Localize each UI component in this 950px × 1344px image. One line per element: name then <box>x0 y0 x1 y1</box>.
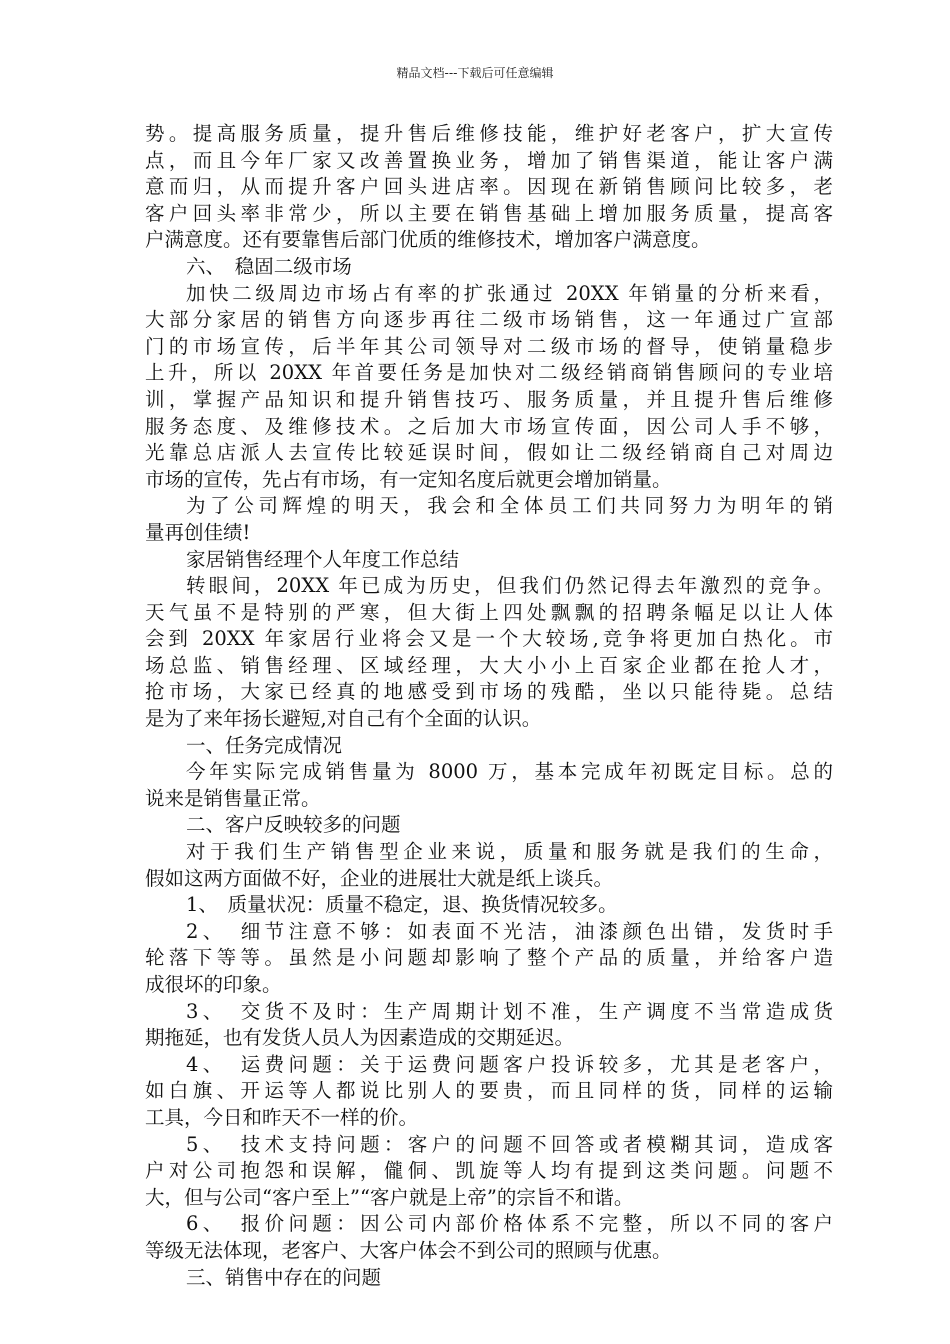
text-line: 天气虽不是特别的严寒，但大街上四处飘飘的招聘条幅足以让人体 <box>145 600 833 624</box>
text-line: 训，掌握产品知识和提升销售技巧、服务质量，并且提升售后维修 <box>145 387 833 411</box>
text-line: 量再创佳绩! <box>145 520 251 544</box>
text-line: 轮落下等等。虽然是小问题却影响了整个产品的质量，并给客户造 <box>145 946 833 970</box>
text-line: 抢市场，大家已经真的地感受到市场的残酷，坐以只能待毙。总结 <box>145 680 833 704</box>
text-line: 市场的宣传，先占有市场，有一定知名度后就更会增加销量。 <box>145 467 672 491</box>
text-line: 一、任务完成情况 <box>186 733 343 757</box>
text-line: 是为了来年扬长避短,对自己有个全面的认识。 <box>145 707 542 731</box>
text-line: 场总监、销售经理、区域经理，大大小小上百家企业都在抢人才， <box>145 653 833 677</box>
text-line: 2、 细节注意不够：如表面不光洁，油漆颜色出错，发货时手 <box>186 919 833 943</box>
text-line: 说来是销售量正常。 <box>145 786 321 810</box>
text-line: 5、 技术支持问题：客户的问题不回答或者模糊其词，造成客 <box>186 1132 833 1156</box>
document-body <box>145 121 833 1291</box>
text-line: 大部分家居的销售方向逐步再往二级市场销售，这一年通过广宣部 <box>145 308 833 332</box>
text-line: 二、客户反映较多的问题 <box>186 813 401 837</box>
text-line: 户满意度。还有要靠售后部门优质的维修技术，增加客户满意度。 <box>145 228 711 252</box>
text-line: 对于我们生产销售型企业来说，质量和服务就是我们的生命， <box>186 840 833 864</box>
text-line: 成很坏的印象。 <box>145 973 282 996</box>
text-line: 光靠总店派人去宣传比较延误时间，假如让二级经销商自己对周边 <box>145 441 833 465</box>
text-line: 门的市场宣传，后半年其公司领导对二级市场的督导，使销量稳步 <box>145 334 833 358</box>
text-line: 期拖延，也有发货人员人为因素造成的交期延迟。 <box>145 1026 575 1050</box>
text-line: 大，但与公司“客户至上”“客户就是上帝”的宗旨不和谐。 <box>145 1185 634 1209</box>
text-line: 6、 报价问题：因公司内部价格体系不完整，所以不同的客户 <box>186 1212 833 1236</box>
text-line: 会到 20XX 年家居行业将会又是一个大较场,竞争将更加白热化。市 <box>145 627 833 651</box>
text-line: 客户回头率非常少，所以主要在销售基础上增加服务质量，提高客 <box>145 201 833 225</box>
text-line: 服务态度、及维修技术。之后加大市场宣传面，因公司人手不够， <box>145 414 833 438</box>
text-line: 三、销售中存在的问题 <box>186 1265 382 1289</box>
text-line: 意而归，从而提升客户回头进店率。因现在新销售顾问比较多，老 <box>145 175 833 199</box>
text-line: 势。提高服务质量，提升售后维修技能，维护好老客户，扩大宣传 <box>145 122 833 145</box>
text-line: 上升，所以 20XX 年首要任务是加快对二级经销商销售顾问的专业培 <box>145 361 833 385</box>
text-line: 工具，今日和昨天不一样的价。 <box>145 1105 419 1129</box>
text-line: 转眼间，20XX 年已成为历史，但我们仍然记得去年激烈的竞争。 <box>186 574 833 598</box>
text-line: 3、 交货不及时：生产周期计划不准，生产调度不当常造成货 <box>186 999 833 1023</box>
text-line: 家居销售经理个人年度工作总结 <box>186 547 460 571</box>
text-line: 今年实际完成销售量为 8000 万，基本完成年初既定目标。总的 <box>186 760 833 784</box>
text-line: 户对公司抱怨和误解，儱侗、凯旋等人均有提到这类问题。问题不 <box>145 1159 833 1183</box>
text-line: 六、 稳固二级市场 <box>186 254 352 278</box>
text-line: 4、 运费问题：关于运费问题客户投诉较多，尤其是老客户， <box>186 1052 833 1076</box>
page-header-watermark: 精品文档---下载后可任意编辑 <box>396 66 554 80</box>
text-line: 1、 质量状况：质量不稳定，退、换货情况较多。 <box>186 893 618 917</box>
text-line: 加快二级周边市场占有率的扩张通过 20XX 年销量的分析来看， <box>186 281 833 305</box>
text-line: 假如这两方面做不好，企业的进展壮大就是纸上谈兵。 <box>145 866 614 890</box>
text-line: 等级无法体现，老客户、大客户体会不到公司的照顾与优惠。 <box>145 1238 672 1262</box>
text-line: 为了公司辉煌的明天，我会和全体员工们共同努力为明年的销 <box>186 494 833 518</box>
text-line: 点，而且今年厂家又改善置换业务，增加了销售渠道，能让客户满 <box>145 148 833 172</box>
text-line: 如白旗、开运等人都说比别人的要贵，而且同样的货，同样的运输 <box>145 1079 833 1103</box>
